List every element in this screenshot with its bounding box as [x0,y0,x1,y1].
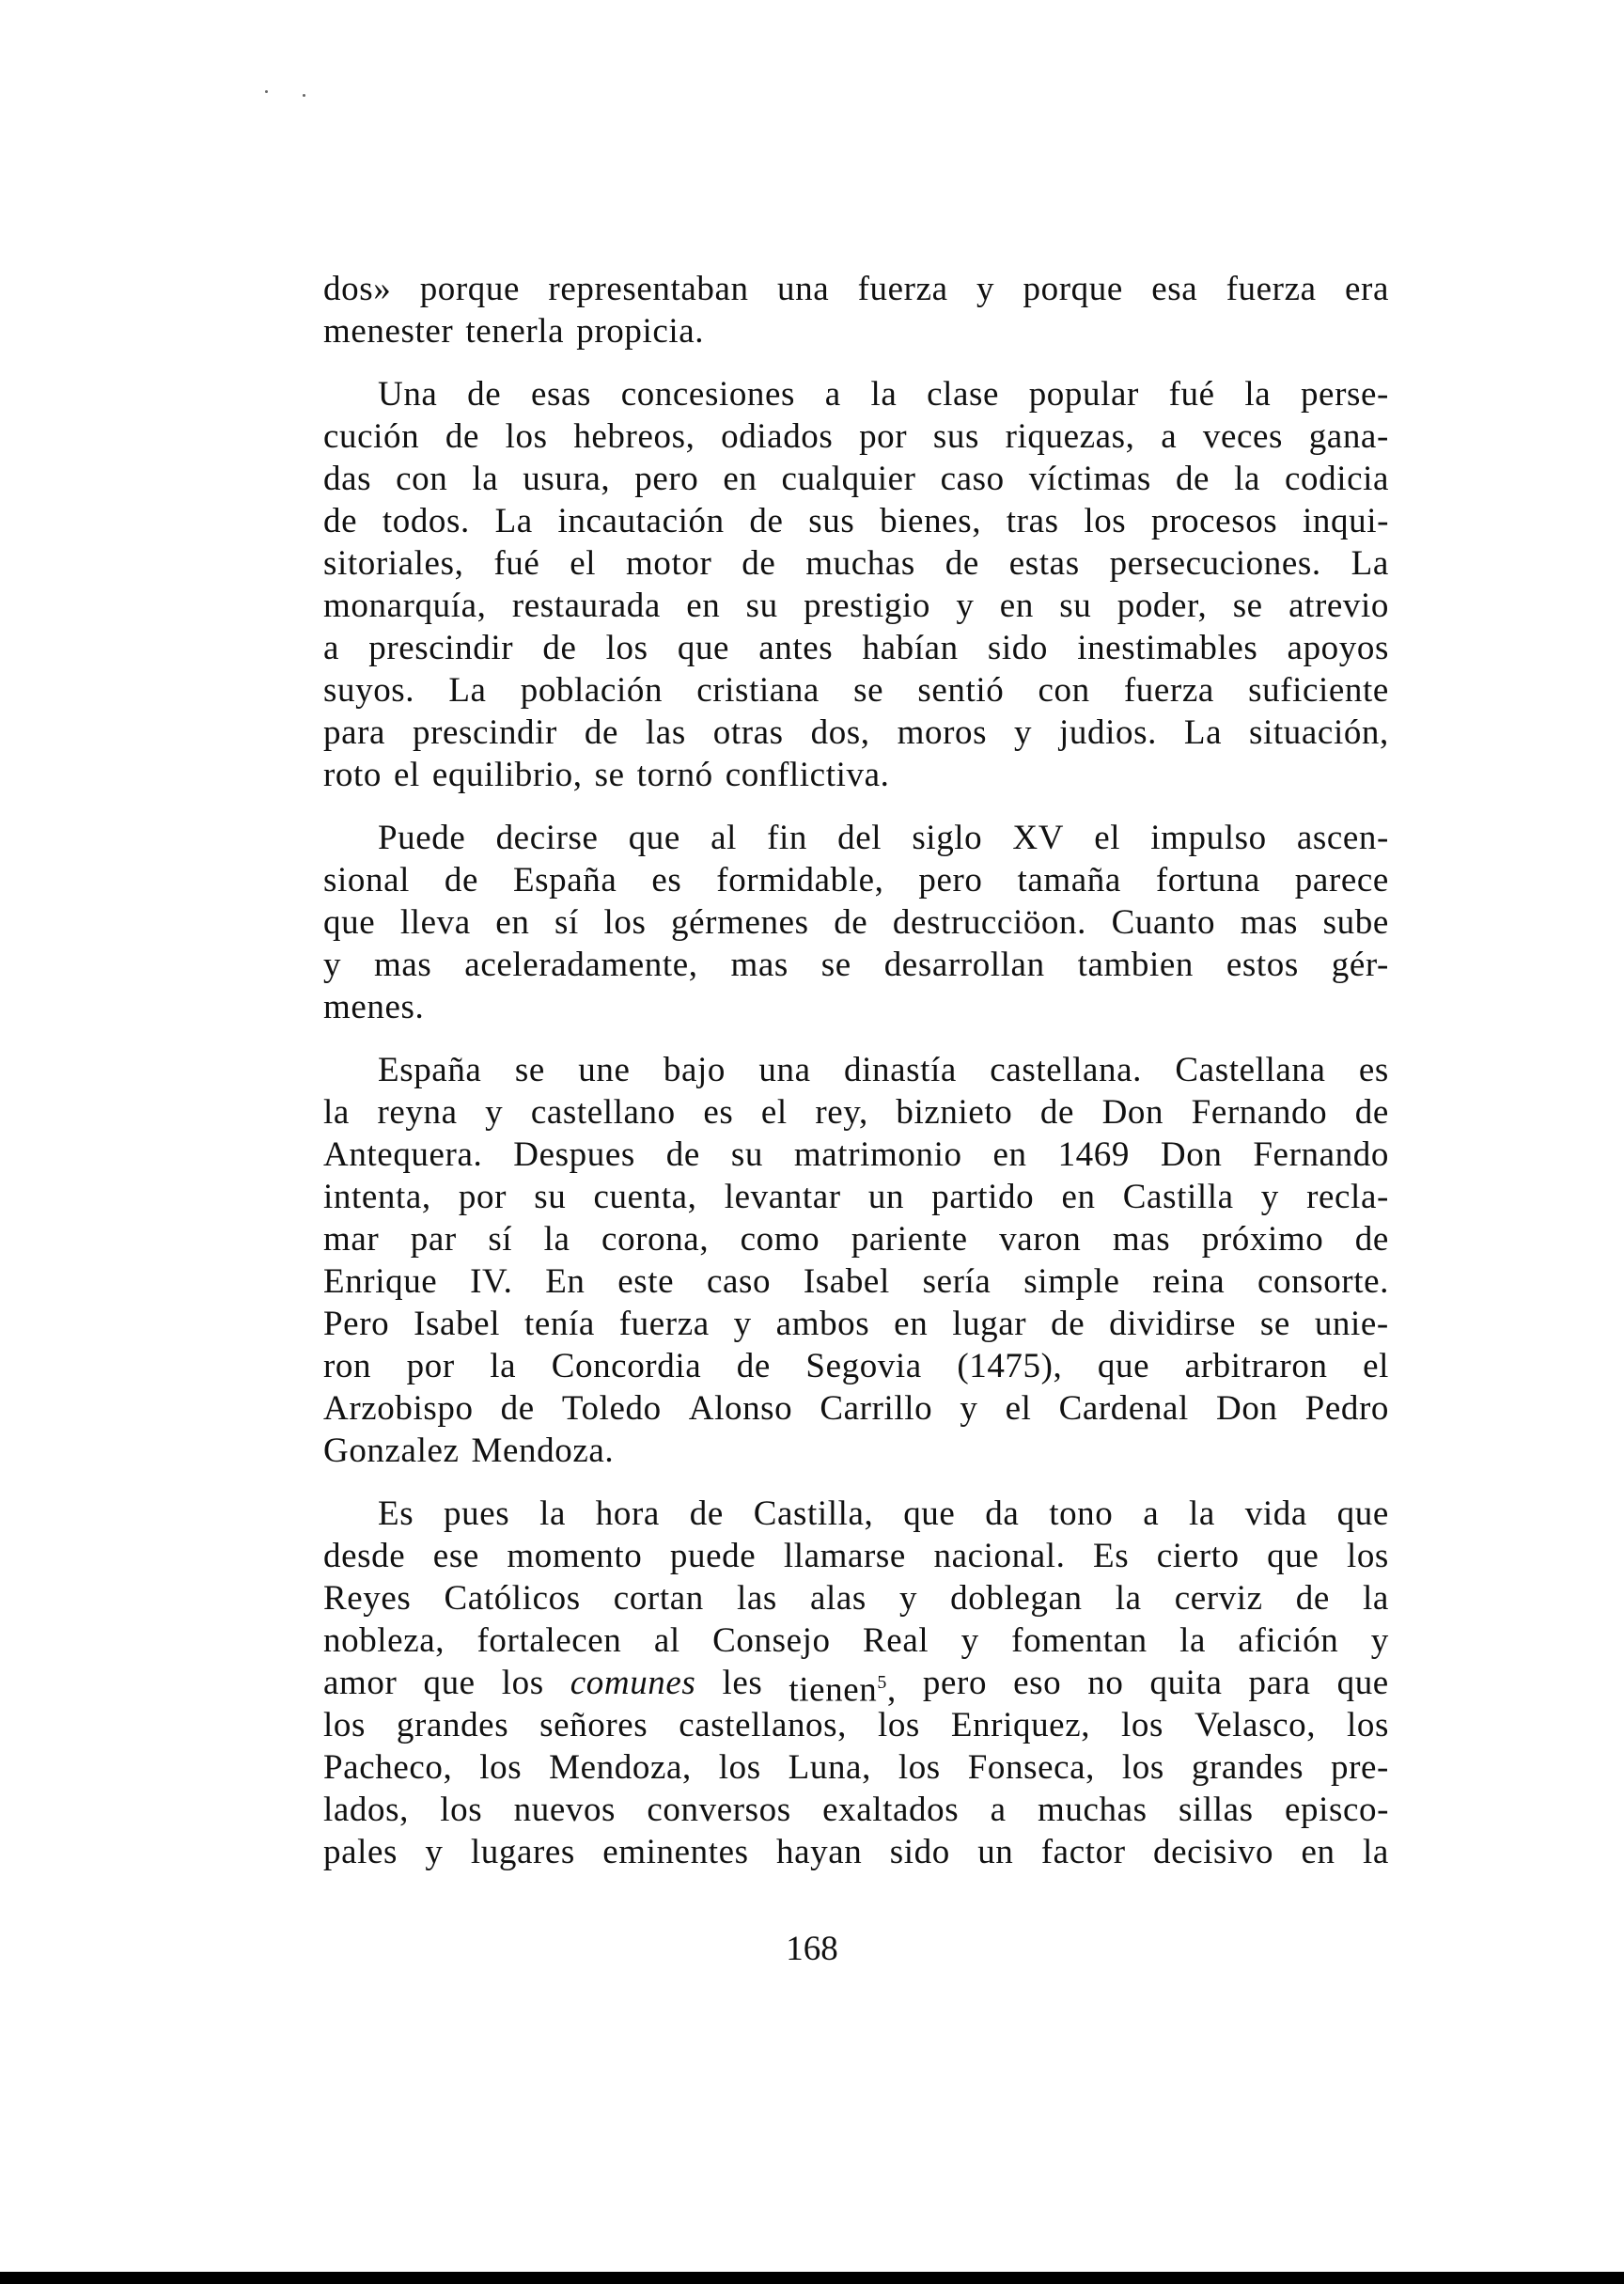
text-line: que lleva en sí los gérmenes de destrucciöon. Cuanto mas sube [323,903,1389,942]
text-line: Reyes Católicos cortan las alas y doblegan la cerviz de la [323,1579,1389,1618]
text-line: menester tenerla propicia. [323,312,705,351]
text-line: sional de España es formidable, pero tamaña fortuna parece [323,861,1389,900]
text-line: de todos. La incautación de sus bienes, tras los procesos inqui- [323,502,1389,540]
text-line: Puede decirse que al fin del siglo XV el impulso ascen- [378,819,1389,857]
text-line: dos» porque representaban una fuerza y porque esa fuerza era [323,270,1389,308]
text-line: los grandes señores castellanos, los Enriquez, los Velasco, los [323,1706,1389,1744]
text-line: roto el equilibrio, se tornó conflictiva. [323,756,890,794]
text-line: Antequera. Despues de su matrimonio en 1469 Don Fernando [323,1135,1389,1174]
scan-edge-bar [0,2272,1624,2284]
text-line: para prescindir de las otras dos, moros y judios. La situación, [323,713,1389,752]
text-line: lados, los nuevos conversos exaltados a muchas sillas episco- [323,1791,1389,1829]
text-line: suyos. La población cristiana se sentió con fuerza suficiente [323,671,1389,710]
body-text [323,268,1389,1894]
text-line: desde ese momento puede llamarse nacional. Es cierto que los [323,1537,1389,1575]
scan-specks [265,90,310,98]
text-line: pales y lugares eminentes hayan sido un factor decisivo en la [323,1833,1389,1871]
paragraph [323,817,1389,1028]
text-line: Enrique IV. En este caso Isabel sería simple reina consorte. [323,1262,1389,1301]
text-line: cución de los hebreos, odiados por sus riquezas, a veces gana- [323,417,1389,456]
text-line: intenta, por su cuenta, levantar un partido en Castilla y recla- [323,1178,1389,1216]
text-line: amor que los comunes les tienen$^5$, pero eso no quita para que [323,1664,1389,1710]
text-line: la reyna y castellano es el rey, biznieto de Don Fernando de [323,1093,1389,1132]
text-line: y mas aceleradamente, mas se desarrollan tambien estos gér- [323,946,1389,984]
text-line: Arzobispo de Toledo Alonso Carrillo y el Cardenal Don Pedro [323,1389,1389,1428]
paragraph [323,1049,1389,1472]
text-line: Pacheco, los Mendoza, los Luna, los Fonseca, los grandes pre- [323,1748,1389,1787]
text-line: España se une bajo una dinastía castellana. Castellana es [378,1051,1389,1089]
text-line: mar par sí la corona, como pariente varon mas próximo de [323,1220,1389,1259]
text-line: nobleza, fortalecen al Consejo Real y fomentan la afición y [323,1621,1389,1660]
text-line: Es pues la hora de Castilla, que da tono a la vida que [378,1494,1389,1533]
text-line: das con la usura, pero en cualquier caso víctimas de la codicia [323,460,1389,498]
paragraph [323,268,1389,352]
text-line: Una de esas concesiones a la clase popular fué la perse- [378,375,1389,414]
text-line: ron por la Concordia de Segovia (1475), que arbitraron el [323,1347,1389,1385]
text-line: menes. [323,988,425,1026]
text-line: Gonzalez Mendoza. [323,1431,615,1470]
text-line: a prescindir de los que antes habían sido inestimables apoyos [323,629,1389,667]
paragraph [323,373,1389,796]
text-line: monarquía, restaurada en su prestigio y en su poder, se atrevio [323,587,1389,625]
text-line: sitoriales, fué el motor de muchas de estas persecuciones. La [323,544,1389,583]
text-line: Pero Isabel tenía fuerza y ambos en lugar de dividirse se unie- [323,1305,1389,1343]
paragraph [323,1493,1389,1873]
page-number: 168 [786,1930,838,1968]
